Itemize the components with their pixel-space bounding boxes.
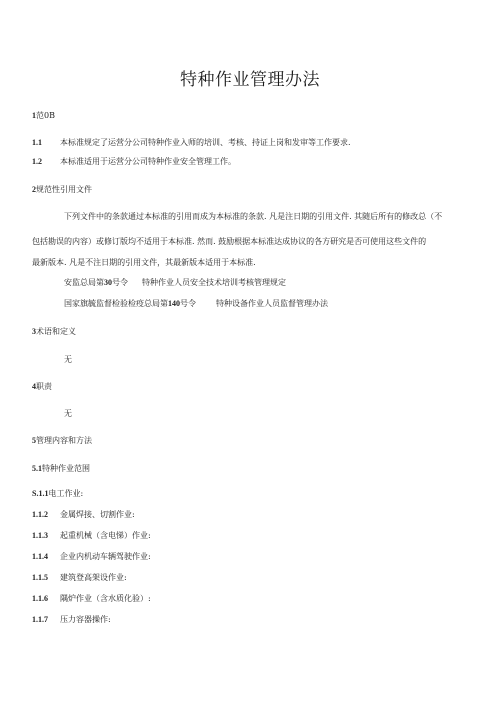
item-text: 起重机械（含电悌）作业: — [60, 531, 151, 540]
reference-title: 特种作业人员安全技术培训考核管理规定 — [142, 278, 286, 287]
clause-text: 特种作业范围 — [42, 464, 90, 473]
item-text: 金属焊接、切割作业: — [60, 510, 135, 519]
paragraph-line: 包括勘误的内容）或修订版均不适用于本标准. 然而. 鼓励根据本标准达成协议的各方研究是否可使用这些文件的 — [32, 237, 427, 246]
clause-text: 本标准规定了运营分公司特种作业入师的培训、考核、持证上岗和发审等工作要求. — [60, 138, 351, 147]
section-number: 3 — [32, 327, 36, 336]
item-number: 1.1.7 — [32, 615, 48, 624]
section-number: 1 — [32, 111, 36, 120]
item-number: 1.1.4 — [32, 552, 48, 561]
clause-1-1 — [32, 138, 351, 148]
clause-text: 电工作业: — [48, 489, 84, 498]
section-number: 5 — [32, 436, 36, 445]
section-3-heading — [32, 327, 76, 337]
item-number: 1.1.3 — [32, 531, 48, 540]
section-3-body: 无 — [64, 355, 72, 364]
section-2-heading — [32, 185, 92, 195]
section-5-heading — [32, 436, 92, 446]
clause-number: 1.1 — [32, 138, 42, 147]
section-title: 管理内容和方法 — [36, 436, 92, 445]
section-1-heading — [32, 111, 55, 121]
list-item — [32, 573, 127, 583]
item-number: 1.1.6 — [32, 594, 48, 603]
paragraph-line: 下列文件中的条款通过本标准的引用而成为本标准的条款. 凡是注日期的引用文件. 其随后所有的修改总（不 — [64, 212, 443, 221]
reference-2 — [64, 299, 328, 309]
item-text: 压力容器操作: — [60, 615, 111, 624]
reference-source: 国家旗毓监督检验检疫总局第 — [64, 299, 168, 308]
reference-source-suffix: 号令 — [112, 278, 128, 287]
paragraph-line: 最新版本. 凡是不注日期的引用文件，其最新版本适用于本标准. — [32, 258, 256, 267]
list-item — [32, 594, 151, 604]
reference-1 — [64, 278, 286, 288]
clause-5-1 — [32, 464, 90, 474]
list-item — [32, 531, 151, 541]
item-number: 1.1.5 — [32, 573, 48, 582]
list-item — [32, 615, 111, 625]
item-text: 企业内机动车辆驾驶作业: — [60, 552, 151, 561]
item-number: 1.1.2 — [32, 510, 48, 519]
section-number: 4 — [32, 382, 36, 391]
list-item — [32, 552, 151, 562]
reference-source: 安监总局第 — [64, 278, 104, 287]
section-4-heading — [32, 382, 52, 392]
section-number: 2 — [32, 185, 36, 194]
clause-text: 本标准适用于运营分公司特种作业安全管理工作。 — [60, 157, 236, 166]
page-title: 特种作业管理办法 — [180, 70, 320, 90]
item-text: 建筑登高架设作业: — [60, 573, 127, 582]
section-title: 范0B — [36, 111, 55, 120]
reference-number: 30 — [104, 278, 112, 287]
section-4-body: 无 — [64, 409, 72, 418]
item-text: 隅炉作业（含水质化验）: — [60, 594, 151, 603]
section-title: 术语和定义 — [36, 327, 76, 336]
clause-1-2 — [32, 157, 236, 167]
clause-5-1-1 — [32, 489, 83, 499]
reference-title: 特种设备作业人员监督管理办法 — [216, 299, 328, 308]
clause-number: 1.2 — [32, 157, 42, 166]
list-item — [32, 510, 135, 520]
section-title: 规范性引用文件 — [36, 185, 92, 194]
section-title: 职责 — [36, 382, 52, 391]
reference-number: 140 — [168, 299, 180, 308]
clause-number: 5.1 — [32, 464, 42, 473]
clause-number: S.1.1 — [32, 489, 49, 498]
reference-source-suffix: 号令 — [180, 299, 196, 308]
